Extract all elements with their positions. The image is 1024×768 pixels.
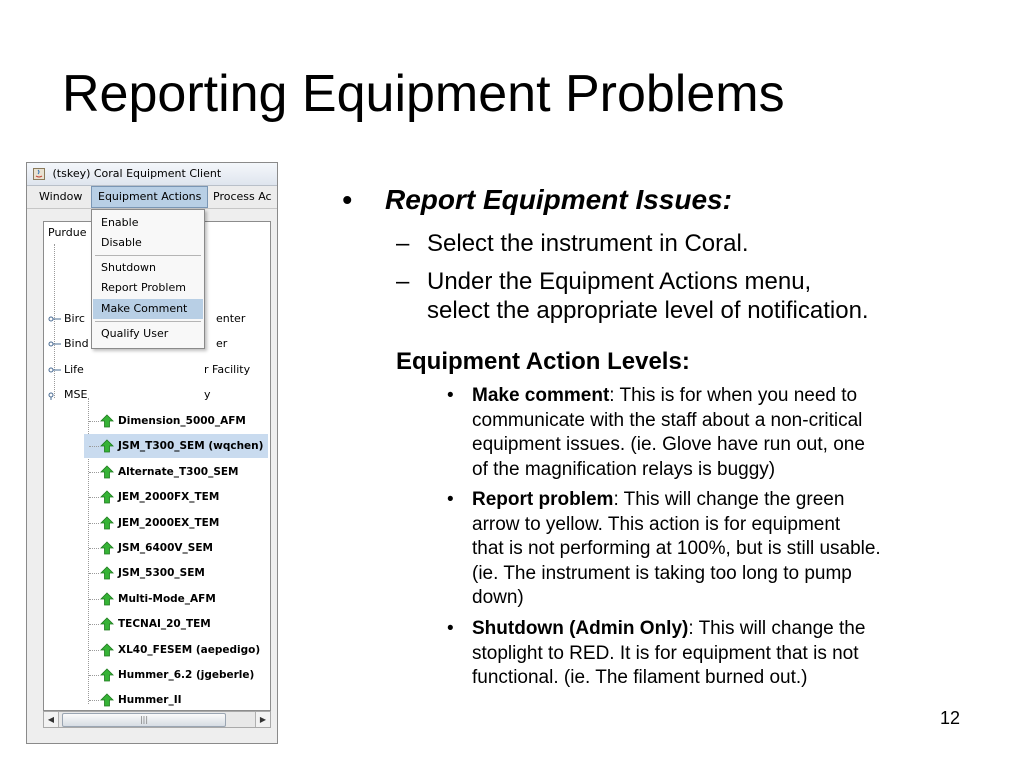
instrument-node[interactable] (100, 410, 246, 432)
shutdown-description (472, 617, 865, 691)
tree-guide-line (89, 472, 99, 473)
report-problem-term: Report problem (472, 489, 614, 510)
green-arrow-up-icon (100, 465, 114, 479)
scroll-right-arrow-icon[interactable]: ▶ (255, 712, 270, 727)
menu-item-disable[interactable]: Disable (101, 236, 142, 249)
make-comment-term: Make comment (472, 385, 610, 406)
scroll-left-arrow-icon[interactable]: ◀ (44, 712, 59, 727)
menubar (27, 186, 277, 209)
green-arrow-up-icon (100, 516, 114, 530)
tree-group-mse-suffix: y (204, 388, 211, 401)
instrument-label: JEM_2000FX_TEM (118, 491, 220, 504)
instrument-node[interactable] (100, 639, 260, 661)
equipment-actions-dropdown (91, 209, 205, 349)
dash-bullet-icon: – (396, 268, 410, 295)
horizontal-scrollbar[interactable] (43, 711, 271, 728)
desc-line: functional. (ie. The filament burned out.) (472, 667, 808, 688)
green-arrow-up-icon (100, 541, 114, 555)
instrument-node[interactable] (100, 613, 211, 635)
step-menu-line2: select the appropriate level of notification. (427, 297, 869, 324)
instrument-node[interactable] (100, 689, 182, 711)
desc-line: that is not performing at 100%, but is still usable. (472, 538, 881, 559)
instrument-node[interactable] (100, 588, 216, 610)
menu-window[interactable]: Window (39, 190, 83, 203)
desc-line: stoplight to RED. It is for equipment that is not (472, 642, 859, 664)
instrument-label: Alternate_T300_SEM (118, 465, 239, 478)
desc-line: : This will change the green (613, 489, 845, 510)
java-app-icon (33, 168, 45, 180)
instrument-label: Hummer_6.2 (jgeberle) (118, 669, 255, 681)
shutdown-term: Shutdown (Admin Only) (472, 618, 689, 639)
tree-group-life-suffix: r Facility (204, 363, 251, 376)
tree-guide-line (89, 421, 99, 422)
window-title: (tskey) Coral Equipment Client (52, 167, 222, 180)
instrument-label: Hummer_II (118, 694, 182, 707)
expand-toggle-icon[interactable] (48, 365, 62, 375)
instrument-node[interactable] (100, 562, 205, 584)
instrument-label: Dimension_5000_AFM (118, 415, 246, 427)
tree-group-birck[interactable]: Birc (64, 312, 85, 325)
desc-line: : This is for when you need to (609, 385, 858, 406)
expand-toggle-icon[interactable] (48, 314, 62, 324)
menu-item-qualify-user[interactable]: Qualify User (101, 327, 169, 340)
instrument-label: JSM_5300_SEM (118, 567, 205, 580)
desc-line: down) (472, 587, 524, 608)
green-arrow-up-icon (100, 592, 114, 606)
green-arrow-up-icon (100, 643, 114, 657)
tree-group-life[interactable]: Life (64, 363, 84, 376)
desc-line: arrow to yellow. This action is for equipment (472, 513, 841, 535)
tree-group-bindley[interactable]: Bind (64, 337, 89, 350)
instrument-node[interactable] (100, 435, 263, 457)
tree-guide-line (89, 624, 99, 625)
dash-bullet-icon: – (396, 230, 410, 257)
desc-line: communicate with the staff about a non-critical (472, 409, 863, 431)
menu-process-actions[interactable]: Process Ac (213, 190, 272, 203)
menu-separator (95, 255, 201, 256)
instrument-label: JEM_2000EX_TEM (118, 516, 220, 529)
step-menu-line1: Under the Equipment Actions menu, (427, 268, 812, 295)
report-issues-heading: Report Equipment Issues: (385, 184, 732, 215)
tree-guide-line (89, 548, 99, 549)
desc-line: (ie. The instrument is taking too long to pump (472, 562, 852, 584)
collapse-toggle-icon[interactable] (48, 390, 62, 400)
tree-guide-line (89, 523, 99, 524)
tree-guide-line (89, 446, 99, 447)
green-arrow-up-icon (100, 617, 114, 631)
instrument-node[interactable] (100, 486, 219, 508)
instrument-node[interactable] (100, 512, 219, 534)
menu-item-report-problem[interactable]: Report Problem (101, 281, 186, 294)
bullet-level1-icon: • (342, 184, 352, 215)
bullet-level3-icon: • (447, 385, 454, 406)
instrument-label: JSM_6400V_SEM (118, 542, 213, 554)
instrument-label: TECNAI_20_TEM (118, 618, 211, 631)
tree-guide-line (89, 573, 99, 574)
desc-line: equipment issues. (ie. Glove have run out, one (472, 434, 865, 455)
green-arrow-up-icon (100, 668, 114, 682)
green-arrow-up-icon (100, 566, 114, 580)
window-titlebar[interactable] (27, 163, 277, 186)
bullet-level3-icon: • (447, 618, 454, 639)
instrument-node[interactable] (100, 461, 239, 483)
green-arrow-up-icon (100, 414, 114, 428)
instrument-label: XL40_FESEM (aepedigo) (118, 643, 261, 656)
tree-guide-line (89, 675, 99, 676)
instrument-label: JSM_T300_SEM (wqchen) (118, 440, 264, 453)
tree-group-birck-suffix: enter (216, 312, 246, 325)
expand-toggle-icon[interactable] (48, 339, 62, 349)
tree-guide-line (89, 599, 99, 600)
page-number: 12 (940, 708, 961, 728)
instrument-label: Multi-Mode_AFM (118, 592, 216, 605)
bullet-level3-icon: • (447, 489, 454, 510)
tree-guide-line (89, 700, 99, 701)
menu-separator (95, 321, 201, 322)
action-levels-heading: Equipment Action Levels: (396, 348, 690, 375)
green-arrow-up-icon (100, 439, 114, 453)
menu-item-enable[interactable]: Enable (101, 216, 139, 229)
report-problem-description (472, 488, 881, 611)
green-arrow-up-icon (100, 693, 114, 707)
menu-item-make-comment[interactable]: Make Comment (93, 299, 203, 319)
tree-root-purdue[interactable]: Purdue (48, 226, 87, 239)
tree-guide-line (89, 650, 99, 651)
slide-title: Reporting Equipment Problems (62, 65, 785, 123)
make-comment-description (472, 384, 865, 482)
menu-equipment-actions[interactable]: Equipment Actions (91, 186, 208, 208)
tree-group-mse[interactable]: MSE (64, 388, 88, 401)
tree-guide-line (89, 497, 99, 498)
desc-line: : This will change the (688, 618, 866, 639)
instrument-node[interactable] (100, 537, 213, 559)
tree-group-bindley-suffix: er (216, 337, 228, 350)
menu-item-shutdown[interactable]: Shutdown (101, 261, 156, 274)
step-select-instrument: Select the instrument in Coral. (427, 230, 749, 257)
green-arrow-up-icon (100, 490, 114, 504)
desc-line: of the magnification relays is buggy) (472, 458, 776, 480)
scroll-thumb[interactable]: ||| (62, 713, 226, 727)
instrument-node[interactable] (100, 664, 254, 686)
